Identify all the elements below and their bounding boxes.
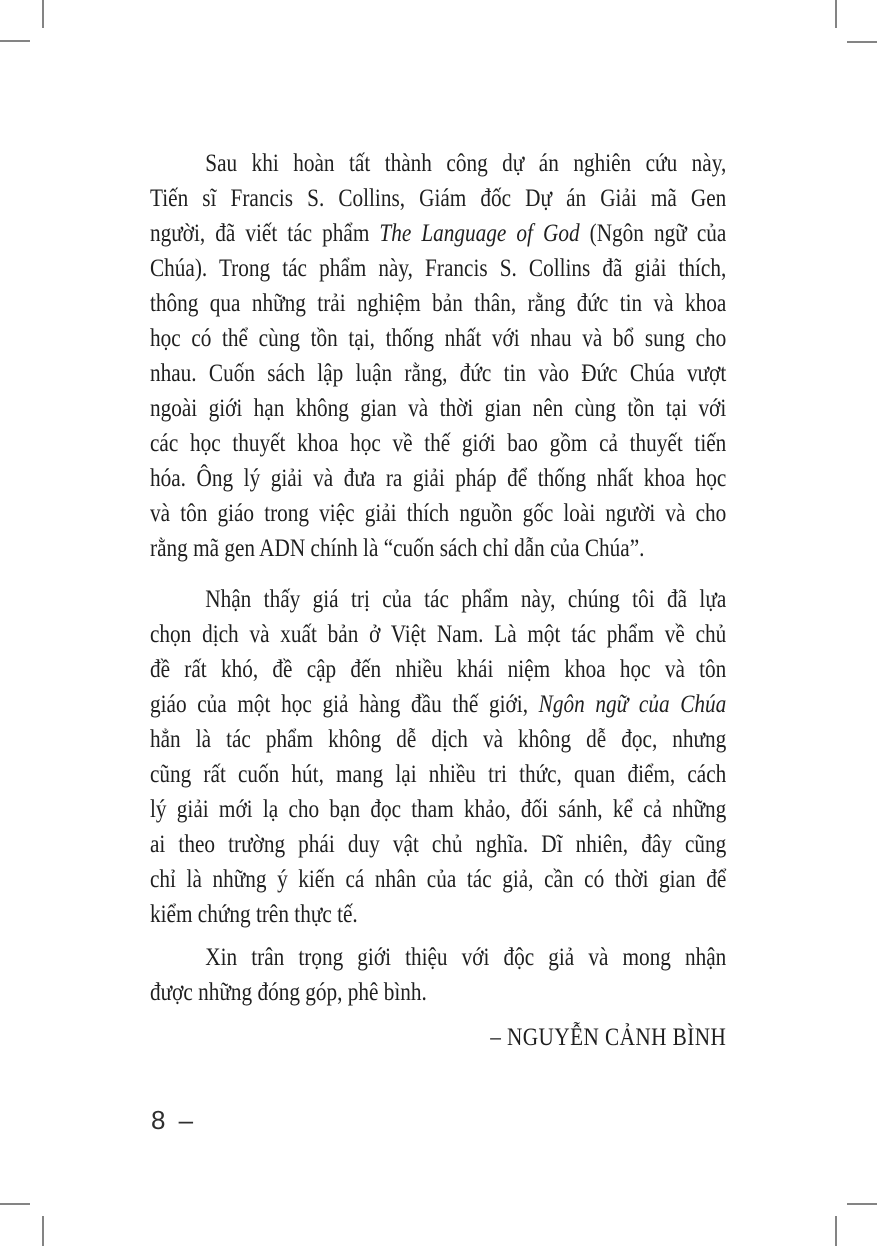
text-line — [150, 146, 726, 181]
text-line — [150, 286, 726, 321]
paragraph — [150, 146, 726, 566]
crop-mark-top-left-vertical — [42, 0, 44, 28]
text-segment: đề rất khó, đề cập đến nhiều khái niệm khoa học và tôn — [150, 656, 727, 683]
crop-mark-top-right-vertical — [835, 0, 837, 28]
text-line — [150, 687, 726, 722]
text-segment: và tôn giáo trong việc giải thích nguồn gốc loài người và cho — [150, 500, 727, 527]
text-line — [150, 321, 726, 356]
text-segment: Tiến sĩ Francis S. Collins, Giám đốc Dự án Giải mã Gen — [150, 185, 727, 212]
text-line — [150, 757, 726, 792]
text-segment: được những đóng góp, phê bình. — [150, 979, 427, 1006]
text-line — [150, 496, 726, 531]
text-line — [150, 531, 726, 566]
text-segment: người, đã viết tác phẩm — [150, 220, 380, 247]
crop-mark-bottom-left-vertical — [42, 1216, 44, 1246]
text-line — [150, 652, 726, 687]
crop-mark-top-left-horizontal — [0, 40, 30, 42]
text-segment: Xin trân trọng giới thiệu với độc giả và mong nhận — [205, 944, 727, 971]
page-number: 8 – — [151, 1105, 197, 1135]
text-segment: chọn dịch và xuất bản ở Việt Nam. Là một tác phẩm về chủ — [150, 621, 727, 648]
text-line — [150, 461, 726, 496]
text-line — [150, 251, 726, 286]
crop-mark-top-right-horizontal — [847, 41, 877, 43]
text-segment: ngoài giới hạn không gian và thời gian nên cùng tồn tại với — [150, 395, 727, 422]
book-title-italic: Ngôn ngữ của Chúa — [538, 691, 727, 718]
text-segment: Sau khi hoàn tất thành công dự án nghiên cứu này, — [205, 150, 727, 177]
text-line — [150, 426, 726, 461]
text-line — [150, 975, 726, 1010]
text-segment: nhau. Cuốn sách lập luận rằng, đức tin vào Đức Chúa vượt — [150, 360, 727, 387]
paragraph — [150, 940, 726, 1010]
text-segment: hóa. Ông lý giải và đưa ra giải pháp để thống nhất khoa học — [150, 465, 727, 492]
text-line — [150, 792, 726, 827]
text-segment: Chúa). Trong tác phẩm này, Francis S. Collins đã giải thích, — [150, 255, 727, 282]
text-line — [150, 582, 726, 617]
text-segment: thông qua những trải nghiệm bản thân, rằng đức tin và khoa — [150, 290, 727, 317]
crop-mark-bottom-right-vertical — [835, 1216, 837, 1246]
text-segment: lý giải mới lạ cho bạn đọc tham khảo, đối sánh, kể cả những — [150, 796, 727, 823]
book-title-italic: The Language of God — [379, 220, 580, 247]
text-segment: Nhận thấy giá trị của tác phẩm này, chúng tôi đã lựa — [205, 586, 727, 613]
text-line — [150, 391, 726, 426]
text-line — [150, 356, 726, 391]
text-segment: học có thể cùng tồn tại, thống nhất với nhau và bổ sung cho — [150, 325, 727, 352]
text-line — [150, 617, 726, 652]
text-line — [150, 940, 726, 975]
text-line — [150, 897, 726, 932]
text-segment: chỉ là những ý kiến cá nhân của tác giả, cần có thời gian để — [150, 866, 727, 893]
text-line — [150, 181, 726, 216]
text-segment: hẳn là tác phẩm không dễ dịch và không dễ đọc, nhưng — [150, 726, 727, 753]
crop-mark-bottom-right-horizontal — [847, 1203, 877, 1205]
text-segment: (Ngôn ngữ của — [579, 220, 727, 247]
text-line — [150, 722, 726, 757]
text-segment: các học thuyết khoa học về thế giới bao gồm cả thuyết tiến — [150, 430, 727, 457]
text-segment: rằng mã gen ADN chính là “cuốn sách chỉ dẫn của Chúa”. — [150, 535, 645, 562]
paragraph — [150, 582, 726, 932]
text-segment: ai theo trường phái duy vật chủ nghĩa. Dĩ nhiên, đây cũng — [150, 831, 727, 858]
text-line — [150, 862, 726, 897]
text-line — [150, 827, 726, 862]
text-line — [150, 216, 726, 251]
author-signature: – NGUYỄN CẢNH BÌNH — [490, 1024, 727, 1051]
body-text — [150, 146, 726, 1010]
text-segment: cũng rất cuốn hút, mang lại nhiều tri thức, quan điểm, cách — [150, 761, 727, 788]
text-segment: kiểm chứng trên thực tế. — [150, 901, 358, 928]
text-segment: giáo của một học giả hàng đầu thế giới, — [150, 691, 539, 718]
crop-mark-bottom-left-horizontal — [0, 1203, 30, 1205]
